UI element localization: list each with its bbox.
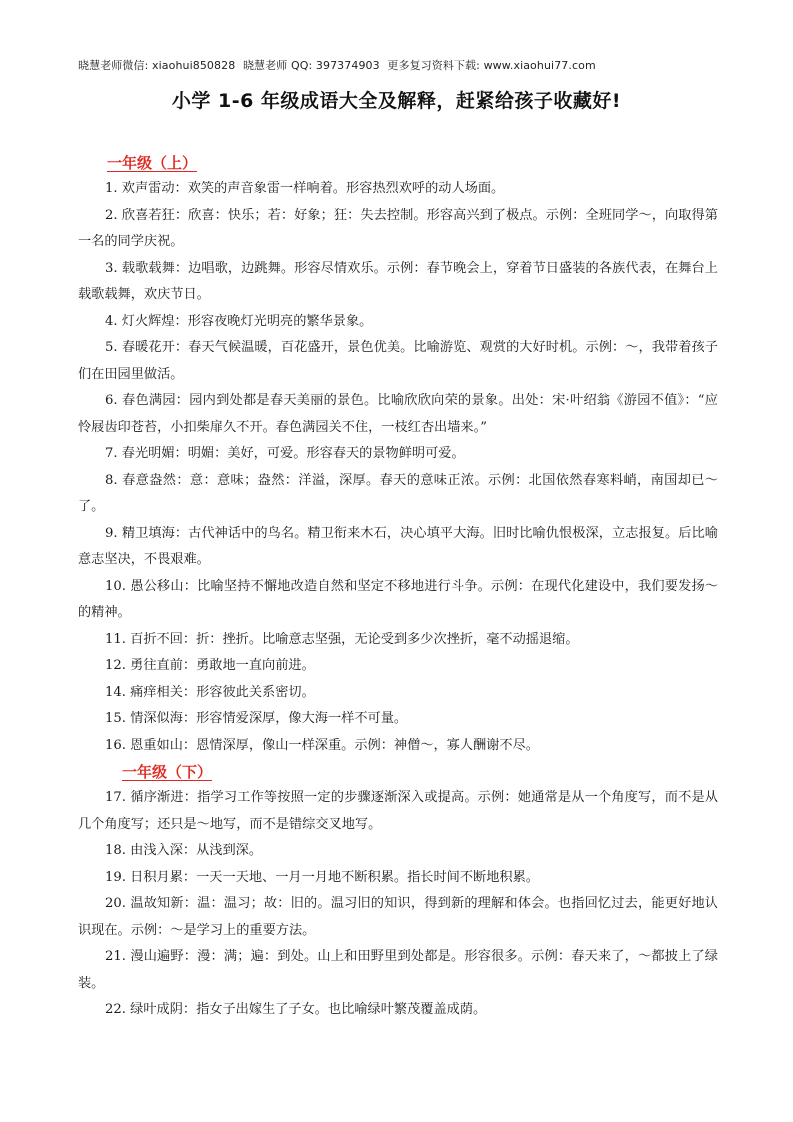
idiom-entry: 11. 百折不回：折：挫折。比喻意志坚强，无论受到多少次挫折，毫不动摇退缩。 <box>105 631 579 647</box>
idiom-entry: 14. 痛痒相关：形容彼此关系密切。 <box>105 684 315 700</box>
idiom-entry: 10. 愚公移山：比喻坚持不懈地改造自然和坚定不移地进行斗争。示例：在现代化建设中，我们要发扬～的精神。 <box>78 578 718 620</box>
idiom-entry: 7. 春光明媚：明媚：美好，可爱。形容春天的景物鲜明可爱。 <box>105 446 465 461</box>
section-heading: 一年级（上） <box>107 154 198 172</box>
page-header <box>78 57 600 73</box>
idiom-entry: 15. 情深似海：形容情爱深厚，像大海一样不可量。 <box>105 711 408 726</box>
idiom-entry: 18. 由浅入深：从浅到深。 <box>105 843 263 858</box>
idiom-entry: 9. 精卫填海：古代神话中的鸟名。精卫衔来木石，决心填平大海。旧时比喻仇恨极深，立志报复。后比喻意志坚决，不畏艰难。 <box>78 525 718 567</box>
idiom-entry: 3. 载歌载舞：边唱歌，边跳舞。形容尽情欢乐。示例：春节晚会上，穿着节日盛装的各族代表，在舞台上载歌载舞，欢庆节日。 <box>78 260 718 302</box>
idiom-entry: 19. 日积月累：一天一天地、一月一月地不断积累。指长时间不断地积累。 <box>105 869 539 885</box>
idiom-entry: 12. 勇往直前：勇敢地一直向前进。 <box>105 658 315 673</box>
idiom-entry: 8. 春意盎然：意：意味；盎然：洋溢，深厚。春天的意味正浓。示例：北国依然春寒料峭，南国却已～了。 <box>78 472 718 514</box>
section-heading: 一年级（下） <box>122 763 213 781</box>
section-grade1-lower <box>78 759 718 1024</box>
section-grade1-upper <box>78 150 718 759</box>
idiom-entry: 4. 灯火辉煌：形容夜晚灯光明亮的繁华景象。 <box>105 313 373 329</box>
header-qq: 晓慧老师 QQ: 397374903 <box>242 59 380 72</box>
document-body <box>78 150 718 1024</box>
document-title: 小学 1-6 年级成语大全及解释，赶紧给孩子收藏好! <box>171 90 622 112</box>
idiom-entry: 17. 循序渐进：指学习工作等按照一定的步骤逐渐深入或提高。示例：她通常是从一个角度写，而不是从几个角度写；还只是～地写，而不是错综交叉地写。 <box>78 790 718 832</box>
header-wechat: 晓慧老师微信: xiaohui850828 <box>78 59 236 72</box>
idiom-entry: 16. 恩重如山：恩情深厚，像山一样深重。示例：神僧～，寡人酬谢不尽。 <box>105 737 539 753</box>
idiom-entry: 1. 欢声雷动：欢笑的声音象雷一样响着。形容热烈欢呼的动人场面。 <box>105 181 505 196</box>
idiom-entry: 5. 春暖花开：春天气候温暖，百花盛开，景色优美。比喻游览、观赏的大好时机。示例：～，我带着孩子们在田园里做活。 <box>78 340 718 382</box>
idiom-entry: 21. 漫山遍野：漫：满；遍：到处。山上和田野里到处都是。形容很多。示例：春天来了，～都披上了绿装。 <box>78 949 718 991</box>
idiom-entry: 22. 绿叶成阴：指女子出嫁生了子女。也比喻绿叶繁茂覆盖成荫。 <box>105 1002 487 1017</box>
header-download: 更多复习资料下载: www.xiaohui77.com <box>387 59 596 72</box>
idiom-entry: 2. 欣喜若狂：欣喜：快乐；若：好象；狂：失去控制。形容高兴到了极点。示例：全班同学～，向取得第一名的同学庆祝。 <box>78 207 718 249</box>
idiom-entry: 6. 春色满园：园内到处都是春天美丽的景色。比喻欣欣向荣的景象。出处：宋·叶绍翁《游园不值》：“应怜屐齿印苍苔，小扣柴扉久不开。春色满园关不住，一枝红杏出墙来。” <box>78 393 718 435</box>
idiom-entry: 20. 温故知新：温：温习；故：旧的。温习旧的知识，得到新的理解和体会。也指回忆过去，能更好地认识现在。示例：～是学习上的重要方法。 <box>78 896 718 938</box>
